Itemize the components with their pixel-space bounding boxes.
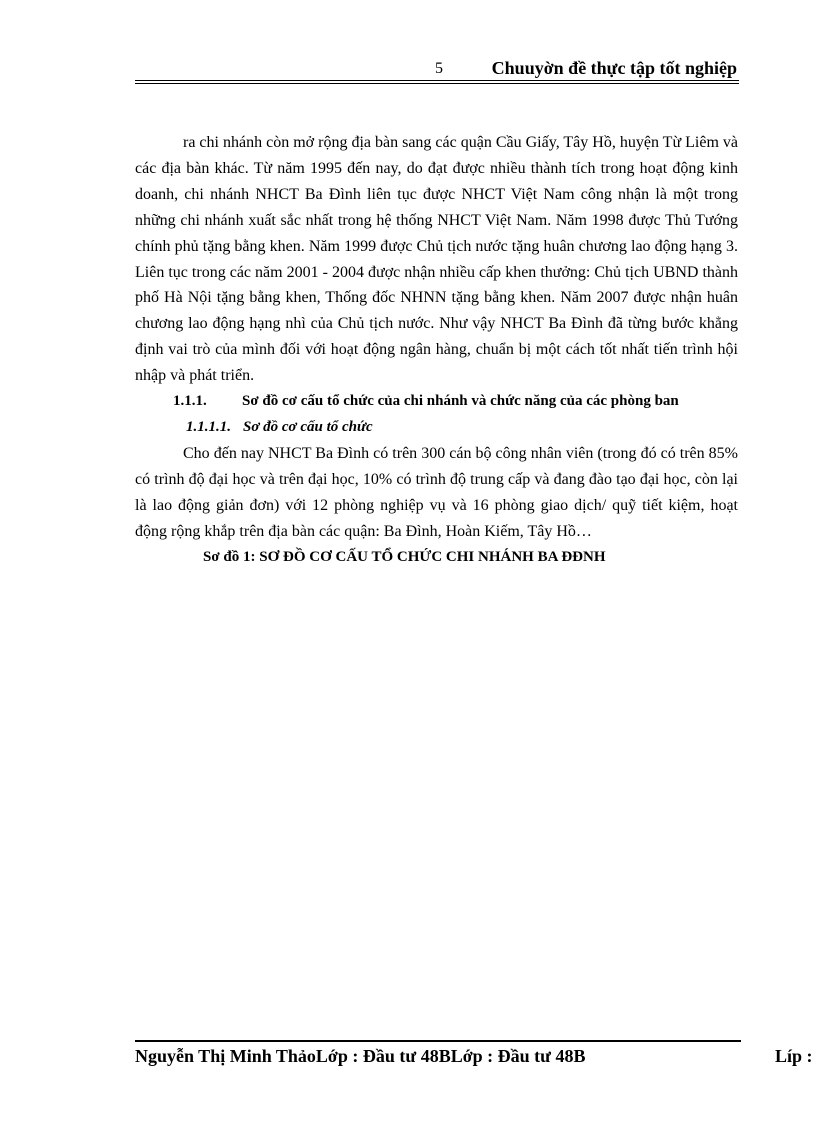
subsection-heading xyxy=(135,415,738,441)
section-heading xyxy=(135,389,738,415)
header-rule-bottom xyxy=(135,83,739,84)
paragraph-1: ra chi nhánh còn mở rộng địa bàn sang các quận Cầu Giấy, Tây Hồ, huyện Từ Liêm và các địa bàn khác. Từ năm 1995 đến nay, do đạt được nhiều thành tích trong hoạt động kinh doanh, chi nhánh NHCT Ba Đình liên tục được NHCT Việt Nam công nhận là một trong những chi nhánh xuất sắc nhất trong hệ thống NHCT Việt Nam. Năm 1998 được Thủ Tướng chính phủ tặng bằng khen. Năm 1999 được Chủ tịch nước tặng huân chương lao động hạng 3. Liên tục trong các năm 2001 - 2004 được nhận nhiều cấp khen thưởng: Chủ tịch UBND thành phố Hà Nội tặng bằng khen, Thống đốc NHNN tặng bằng khen. Năm 2007 được nhận huân chương lao động hạng nhì của Chủ tịch nước. Như vậy NHCT Ba Đình đã từng bước khẳng định vai trò của mình đối với hoạt động ngân hàng, chuẩn bị một cách tốt nhất tiến trình hội nhập và phát triển. xyxy=(135,134,738,385)
page-header xyxy=(135,56,739,82)
diagram-caption: Sơ đồ 1: SƠ ĐỒ CƠ CẤU TỔ CHỨC CHI NHÁNH BA ĐÐNH xyxy=(203,548,606,565)
page-footer xyxy=(135,1046,816,1067)
page-number: 5 xyxy=(435,60,443,77)
header-rule-top xyxy=(135,80,739,81)
subsection-heading-number: 1.1.1.1. xyxy=(186,418,231,435)
section-heading-text: Sơ đồ cơ cấu tổ chức của chi nhánh và chức năng của các phòng ban xyxy=(242,393,679,410)
footer-rule xyxy=(135,1040,741,1042)
paragraph-2: Cho đến nay NHCT Ba Đình có trên 300 cán bộ công nhân viên (trong đó có trên 85% có trình độ đại học và trên đại học, 10% có trình độ trung cấp và đang đào tạo đại học, còn lại là lao động giản đơn) với 12 phòng nghiệp vụ và 16 phòng giao dịch/ quỹ tiết kiệm, hoạt động rộng khắp trên địa bàn các quận: Ba Đình, Hoàn Kiếm, Tây Hồ… xyxy=(135,444,738,540)
subsection-heading-text: Sơ đồ cơ cấu tổ chức xyxy=(243,418,373,435)
footer-author-class: Nguyễn Thị Minh ThảoLớp : Đầu tư 48BLớp : Đầu tư 48B xyxy=(135,1046,586,1066)
section-heading-number: 1.1.1. xyxy=(173,393,207,410)
footer-right-text: Líp : xyxy=(775,1046,813,1066)
document-body xyxy=(135,130,738,570)
header-title: Chuuyờn đề thực tập tốt nghiệp xyxy=(491,58,737,78)
